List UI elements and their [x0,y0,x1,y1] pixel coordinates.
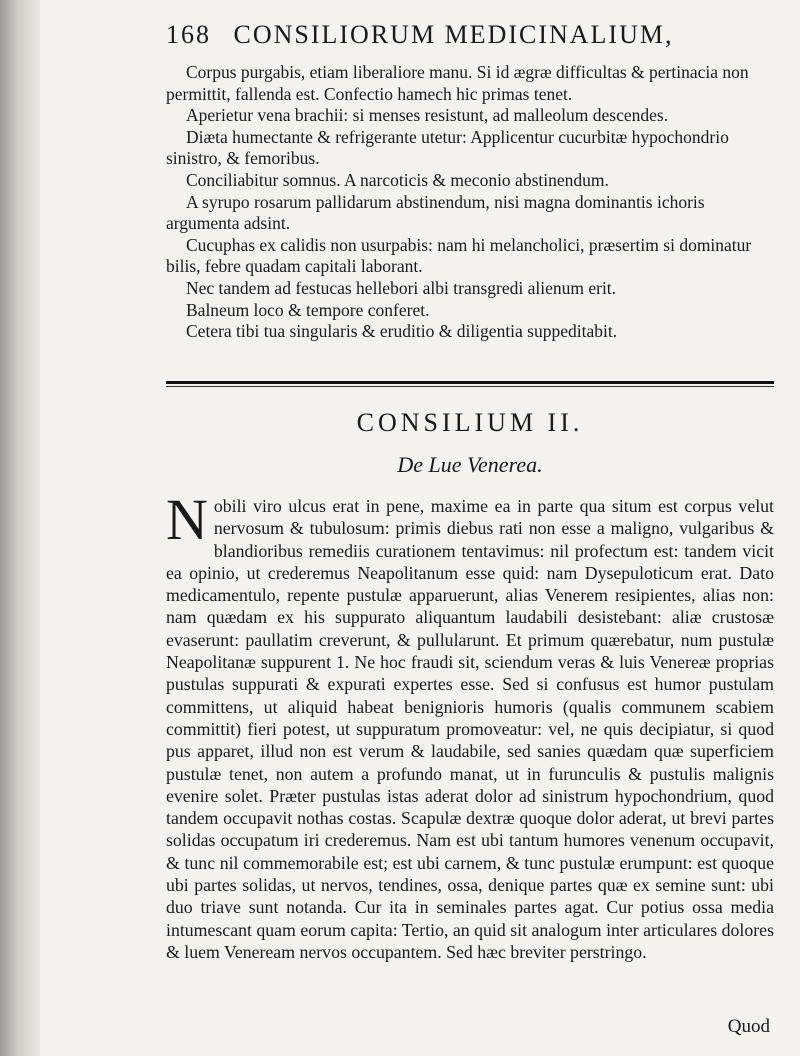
body-text [166,487,774,963]
section-title: CONSILIUM II. [356,408,584,437]
prescription-line: Corpus purgabis, etiam liberaliore manu. Si id ægræ difficultas & pertinacia non permittit, fallenda est. Confectio hamech hic primas tenet. [166,62,749,104]
section-divider-thin [166,386,774,387]
prescription-line: Conciliabitur somnus. A narcoticis & meconio abstinendum. [186,169,609,190]
prescription-line: Cetera tibi tua singularis & eruditio & diligentia suppeditabit. [186,321,618,342]
prescription-line: Cucuphas ex calidis non usurpabis: nam hi melancholici, præsertim si dominatur bilis, febre quadam capitali laborant. [166,234,752,277]
prescription-line: Nec tandem ad festucas hellebori albi transgredi alienum erit. [186,277,617,298]
page-gutter-shadow [0,0,40,1056]
drop-cap-initial: N [166,487,208,552]
section-divider [166,381,774,384]
prescription-line: Aperietur vena brachii: si menses resistunt, ad malleolum descendes. [186,105,669,126]
prescription-line: A syrupo rosarum pallidarum abstinendum, nisi magna dominantis ichoris argumenta adsint. [166,191,705,234]
section-subtitle: De Lue Venerea. [397,452,543,477]
running-header [166,20,726,50]
prescription-block [166,62,778,343]
catchword: Quod [727,1016,770,1037]
prescription-line: Diæta humectante & refrigerante utetur: Applicentur cucurbitæ hypochondrio sinistro, & femoribus. [166,126,729,169]
prescription-line: Balneum loco & tempore conferet. [186,299,430,320]
body-paragraph: obili viro ulcus erat in pene, maxime ea in parte qua situm est corpus velut nervosum & tubulosum: primis diebus rati non esse a maligno, vulgaribus & blandioribus remediis curationem tentavimus: nil profectum est: tandem vicit ea opinio, ut crederemus Neapolitanum esse quid: nam Dysepuloticum erat. Dato medicamentulo, repente pustulæ apparuerunt, alias Venerem resipientes, alias non: nam quædam ex his suppurato aliquantum laudabili desistebant: aliæ crustosæ evaserunt: paullatim creverunt, & pullularunt. Et primum quærebatur, num pustulæ Neapolitanæ suppurent 1. Ne hoc fraudi sit, sciendum veras & luis Venereæ proprias pustulas suppurati & expurati expertes esse. Sed si confusus est humor pustulam committens, ut aliquid habeat benignioris humoris (qualis communem scabiem committit) fieri potest, ut suppuratum promoveatur: vel, ne quis decipiatur, si quod pus apparet, illud non est verum & laudabile, sed sanies quædam quæ superficiem pustulæ tenet, non autem a profundo manat, ut in furunculis & pustulis malignis evenire solet. Præter pustulas istas aderat dolor ad sinistrum hypochondrium, quod tandem occupavit nothas costas. Scapulæ dextræ quoque dolor aderat, ut brevi partes solidas occupatum iri crederemus. Nam est ubi tantum humores venenum occupavit, & tunc nil commemorabile est; est ubi carnem, & tunc pustulæ erumpunt: est quoque ubi partes solidas, ut nervos, tendines, ossa, denique partes quæ ex semine sunt: ubi duo triave sunt notanda. Cur ita in seminales partes agat. Cur potius ossa media intumescant quam eorum capita: Tertio, an quid sit analogum inter articulares dolores & luem Veneream nervos occupantem. Sed hæc breviter perstringo. [166,496,774,962]
running-title: CONSILIORUM MEDICINALIUM, [233,20,674,49]
page-number: 168 [166,20,211,49]
